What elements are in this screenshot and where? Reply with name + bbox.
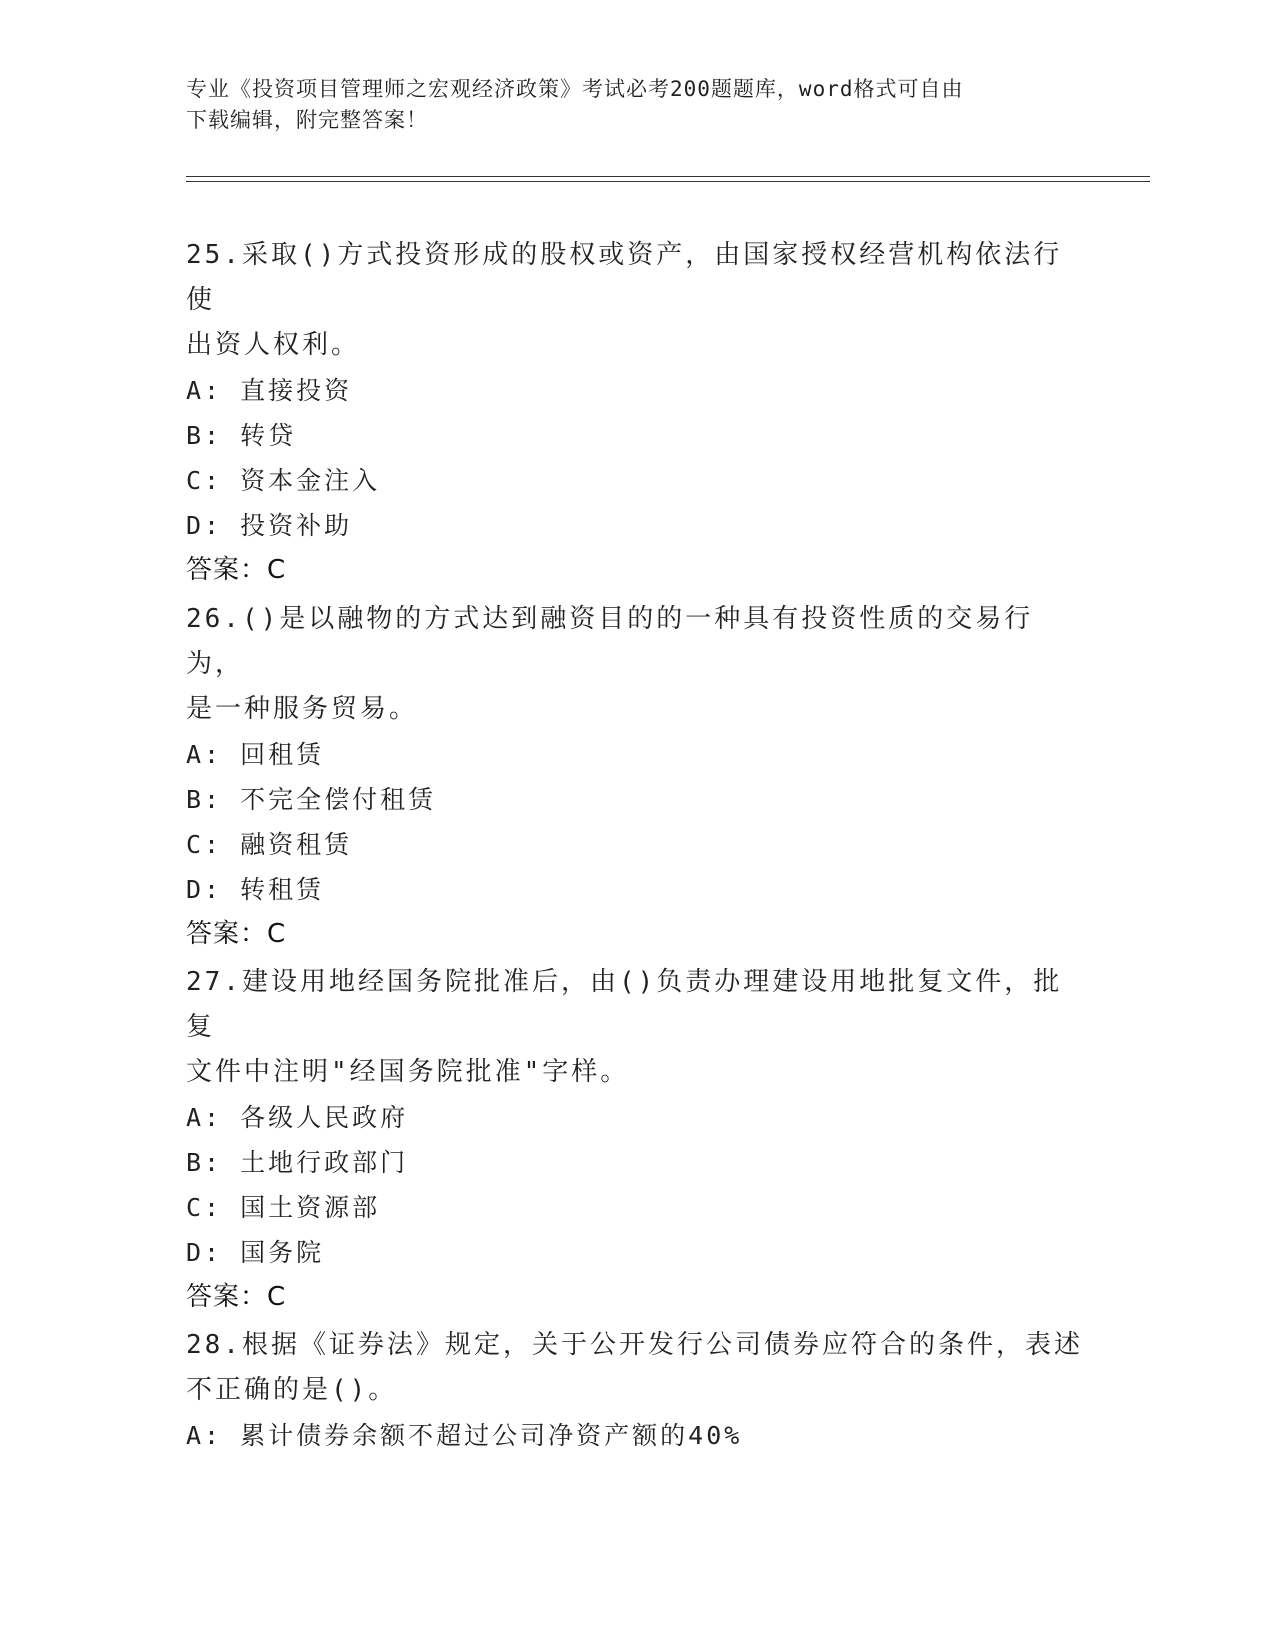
option-a: A: 各级人民政府 — [186, 1103, 409, 1132]
option-d: D: 转租赁 — [186, 875, 325, 904]
question-stem-cont: 是一种服务贸易。 — [186, 694, 419, 724]
header-line-2: 下载编辑，附完整答案！ — [186, 108, 428, 132]
question-stem-cont: 不正确的是()。 — [186, 1375, 398, 1405]
header-line-1: 专业《投资项目管理师之宏观经济政策》考试必考200题题库，word格式可自由 — [186, 77, 964, 101]
question-stem: 28.根据《证券法》规定，关于公开发行公司债券应符合的条件，表述 — [186, 1330, 1083, 1360]
answer: 答案：C — [186, 919, 287, 949]
option-d: D: 投资补助 — [186, 511, 353, 540]
header-divider-top — [186, 176, 1150, 177]
option-b: B: 土地行政部门 — [186, 1148, 409, 1177]
answer: 答案：C — [186, 555, 287, 585]
question-26 — [186, 597, 1086, 957]
question-28 — [186, 1323, 1086, 1458]
option-b: B: 不完全偿付租赁 — [186, 785, 437, 814]
question-stem: 25.采取()方式投资形成的股权或资产，由国家授权经营机构依法行使 — [186, 240, 1063, 315]
option-c: C: 国土资源部 — [186, 1193, 381, 1222]
question-25 — [186, 233, 1086, 593]
option-a: A: 回租赁 — [186, 740, 325, 769]
option-b: B: 转贷 — [186, 421, 297, 450]
option-a: A: 累计债券余额不超过公司净资产额的40% — [186, 1421, 743, 1450]
question-27 — [186, 960, 1086, 1320]
question-stem: 26.()是以融物的方式达到融资目的的一种具有投资性质的交易行为， — [186, 604, 1034, 679]
answer: 答案：C — [186, 1282, 287, 1312]
question-stem-cont: 出资人权利。 — [186, 330, 361, 360]
document-header — [186, 74, 1066, 136]
question-stem: 27.建设用地经国务院批准后，由()负责办理建设用地批复文件，批复 — [186, 967, 1063, 1042]
header-divider-bottom — [186, 181, 1150, 182]
option-a: A: 直接投资 — [186, 376, 353, 405]
option-c: C: 融资租赁 — [186, 830, 353, 859]
question-stem-cont: 文件中注明"经国务院批准"字样。 — [186, 1057, 630, 1087]
option-d: D: 国务院 — [186, 1238, 325, 1267]
option-c: C: 资本金注入 — [186, 466, 381, 495]
